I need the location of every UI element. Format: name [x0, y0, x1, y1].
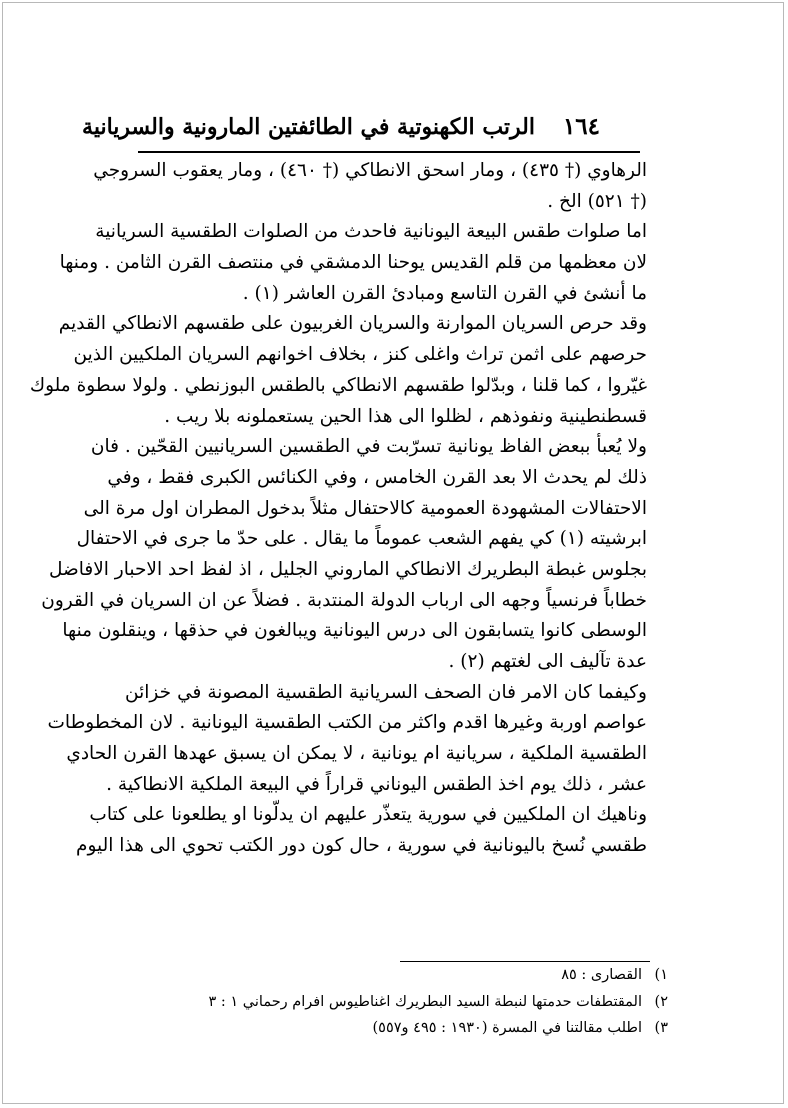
footnote-marker: ١) [654, 967, 668, 983]
text-line: عشر ، ذلك يوم اخذ الطقس اليوناني قراراً في البيعة الملكية الانطاكية . [106, 773, 647, 795]
footnote-text: المقتطفات حدمتها لنبطة السيد البطريرك اغناطيوس افرام رحماني ١ : ٣ [208, 993, 642, 1010]
text-line: غيّروا ، كما قلنا ، وبدّلوا طقسهم الانطاكي بالطقس البوزنطي . ولولا سطوة ملوك [29, 374, 647, 396]
footnote-text: القصارى : ٨٥ [561, 967, 642, 983]
text-line: لان معظمها من قلم القديس يوحنا الدمشقي في منتصف القرن الثامن . ومنها [59, 252, 647, 274]
text-line: وكيفما كان الامر فان الصحف السريانية الطقسية المصونة في خزائن [125, 681, 647, 703]
text-line: ولا يُعبأ ببعض الفاظ يونانية تسرّبت في الطقسين السريانيين القحّين . فان [90, 436, 647, 458]
text-line: عواصم اوربة وغيرها اقدم واكثر من الكتب الطقسية اليونانية . لان المخطوطات [47, 712, 647, 734]
header-rule [138, 151, 640, 153]
text-line: الرهاوي († ٤٣٥) ، ومار اسحق الانطاكي († ٤٦٠) ، ومار يعقوب السروجي [93, 160, 647, 181]
text-line: بجلوس غبطة البطريرك الانطاكي الماروني الجليل ، اذ لفظ احد الاحبار الافاضل [49, 558, 647, 580]
text-line: عدة تآليف الى لغتهم (٢) . [448, 651, 647, 672]
running-title: الرتب الكهنوتية في الطائفتين المارونية والسريانية [82, 114, 535, 140]
footnote-marker: ٣) [654, 1020, 668, 1036]
text-line: خطاباً فرنسياً وجهه الى ارباب الدولة المنتدبة . فضلاً عن ان السريان في القرون [41, 589, 647, 611]
footnote-text: اطلب مقالتنا في المسرة (١٩٣٠ : ٤٩٥ و٥٥٧) [372, 1020, 642, 1036]
text-line: ابرشيته (١) كي يفهم الشعب عموماً ما يقال . على حدّ ما جرى في الاحتفال [76, 528, 647, 550]
text-line: اما صلوات طقس البيعة اليونانية فاحدث من الصلوات الطقسية السريانية [95, 221, 647, 243]
footnote [180, 989, 668, 1016]
body-text [29, 156, 647, 862]
text-line: حرصهم على اثمن تراث واغلى كنز ، بخلاف اخوانهم السريان الملكيين الذين [73, 344, 647, 366]
text-line: قسطنطينية ونفوذهم ، لظلوا الى هذا الحين يستعملونه بلا ريب . [164, 405, 647, 427]
text-line: الطقسية الملكية ، سريانية ام يونانية ، لا يمكن ان يسبق عهدها القرن الحادي [66, 743, 647, 765]
footnotes [180, 962, 668, 1042]
text-line: الاحتفالات المشهودة العمومية كالاحتفال مثلاً بدخول المطران اول مرة الى [83, 497, 647, 519]
footnote-marker: ٢) [654, 993, 668, 1010]
text-line: وقد حرص السريان الموارنة والسريان الغربيون على طقسهم الانطاكي القديم [58, 313, 647, 335]
text-line: ما أنشئ في القرن التاسع ومبادئ القرن العاشر (١) . [242, 282, 647, 304]
text-line: الوسطى كانوا يتسابقون الى درس اليونانية ويبالغون في حذقها ، وينقلون منها [62, 620, 647, 642]
page-header [82, 112, 600, 148]
page-number: ١٦٤ [562, 113, 600, 140]
text-line: وناهيك ان الملكيين في سورية يتعذّر عليهم ان يدلّونا او يطلعونا على كتاب [89, 804, 647, 826]
text-line: طقسي نُسخ باليونانية في سورية ، حال كون دور الكتب تحوي الى هذا اليوم [76, 835, 647, 857]
footnote [180, 962, 668, 989]
footnote [180, 1015, 668, 1042]
text-line: († ٥٢١) الخ . [547, 190, 647, 212]
text-line: ذلك لم يحدث الا بعد القرن الخامس ، وفي الكنائس الكبرى فقط ، وفي [107, 466, 647, 488]
